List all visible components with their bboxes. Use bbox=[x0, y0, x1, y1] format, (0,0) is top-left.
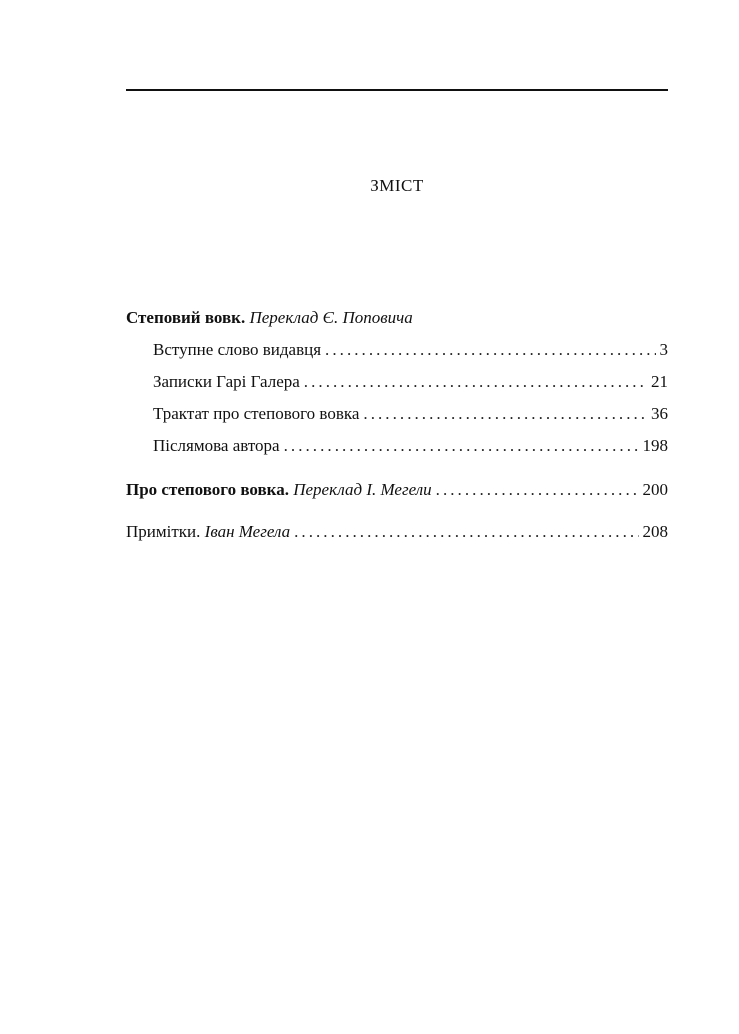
section-translator: Переклад Є. Поповича bbox=[249, 308, 413, 327]
toc-entry-page: 208 bbox=[642, 522, 668, 541]
toc-entry-page: 21 bbox=[651, 372, 668, 391]
dot-leader bbox=[284, 436, 639, 456]
toc-entry-page: 198 bbox=[642, 436, 668, 455]
toc-entry-label: Післямова автора bbox=[153, 436, 280, 455]
entry-translator: Переклад І. Мегели bbox=[293, 480, 432, 499]
toc-entry-page: 200 bbox=[642, 480, 668, 499]
entry-title: Примітки. bbox=[126, 522, 201, 541]
top-rule bbox=[126, 89, 668, 91]
dot-leader bbox=[436, 480, 639, 500]
toc-entry bbox=[126, 522, 668, 542]
dot-leader bbox=[304, 372, 647, 392]
toc-entry bbox=[153, 404, 668, 424]
toc-entry-label bbox=[126, 522, 290, 542]
section-heading bbox=[126, 308, 413, 328]
toc-entry bbox=[153, 436, 668, 456]
entry-title: Про степового вовка. bbox=[126, 480, 289, 499]
toc-entry-page: 36 bbox=[651, 404, 668, 423]
toc-entry-page: 3 bbox=[659, 340, 668, 359]
dot-leader bbox=[325, 340, 655, 360]
page-title: ЗМІСТ bbox=[370, 176, 424, 195]
section-title: Степовий вовк. bbox=[126, 308, 246, 327]
entry-author: Іван Мегела bbox=[204, 522, 291, 541]
toc-entry bbox=[126, 480, 668, 500]
toc-entry-label: Трактат про степового вовка bbox=[153, 404, 360, 423]
dot-leader bbox=[363, 404, 647, 424]
toc-entry-label: Вступне слово видавця bbox=[153, 340, 322, 359]
toc-entry bbox=[153, 340, 668, 360]
toc-entry-label: Записки Гарі Галера bbox=[153, 372, 300, 391]
toc-entry bbox=[153, 372, 668, 392]
toc-entry-label bbox=[126, 480, 432, 500]
dot-leader bbox=[294, 522, 638, 542]
